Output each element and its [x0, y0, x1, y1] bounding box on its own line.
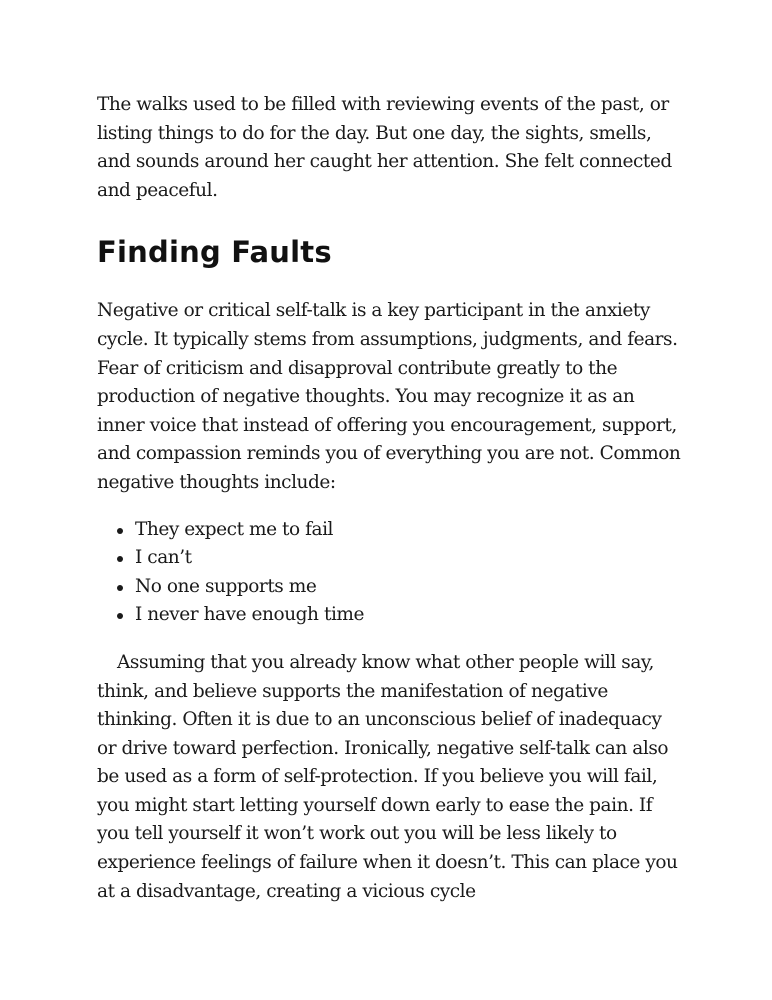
- list-item-text: They expect me to fail: [135, 518, 334, 540]
- list-item-text: No one supports me: [135, 575, 317, 597]
- list-item-text: I never have enough time: [135, 604, 364, 626]
- list-item: [117, 573, 682, 602]
- bullet-icon: [117, 585, 123, 591]
- list-item: [117, 601, 682, 630]
- bullet-icon: [117, 556, 123, 562]
- intro-paragraph: The walks used to be filled with reviewing events of the past, or listing things to do for the day. But one day, the sights, smells, and sounds around her caught her attention. She felt connected and peaceful.: [97, 94, 672, 201]
- negative-thoughts-list: [97, 516, 682, 630]
- body-paragraph-2: Assuming that you already know what other people will say, think, and believe supports the manifestation of negative thinking. Often it is due to an unconscious belief of inadequacy or drive toward perfection. Ironically, negative self-talk can also be used as a form of self-protection. If you believe you will fail, you might start letting yourself down early to ease the pain. If you tell yourself it won’t work out you will be less likely to experience feelings of failure when it doesn’t. This can place you at a disadvantage, creating a vicious cycle: [97, 651, 678, 902]
- list-item-text: I can’t: [135, 547, 192, 569]
- bullet-icon: [117, 613, 123, 619]
- section-heading: Finding Faults: [97, 235, 332, 270]
- document-page: [97, 91, 682, 906]
- body-paragraph-1: Negative or critical self-talk is a key participant in the anxiety cycle. It typically stems from assumptions, judgments, and fears. Fear of criticism and disapproval contribute greatly to the production of negative thoughts. You may recognize it as an inner voice that instead of offering you encouragement, support, and compassion reminds you of everything you are not. Common negative thoughts include:: [97, 300, 681, 493]
- list-item: [117, 516, 682, 545]
- list-item: [117, 544, 682, 573]
- bullet-icon: [117, 528, 123, 534]
